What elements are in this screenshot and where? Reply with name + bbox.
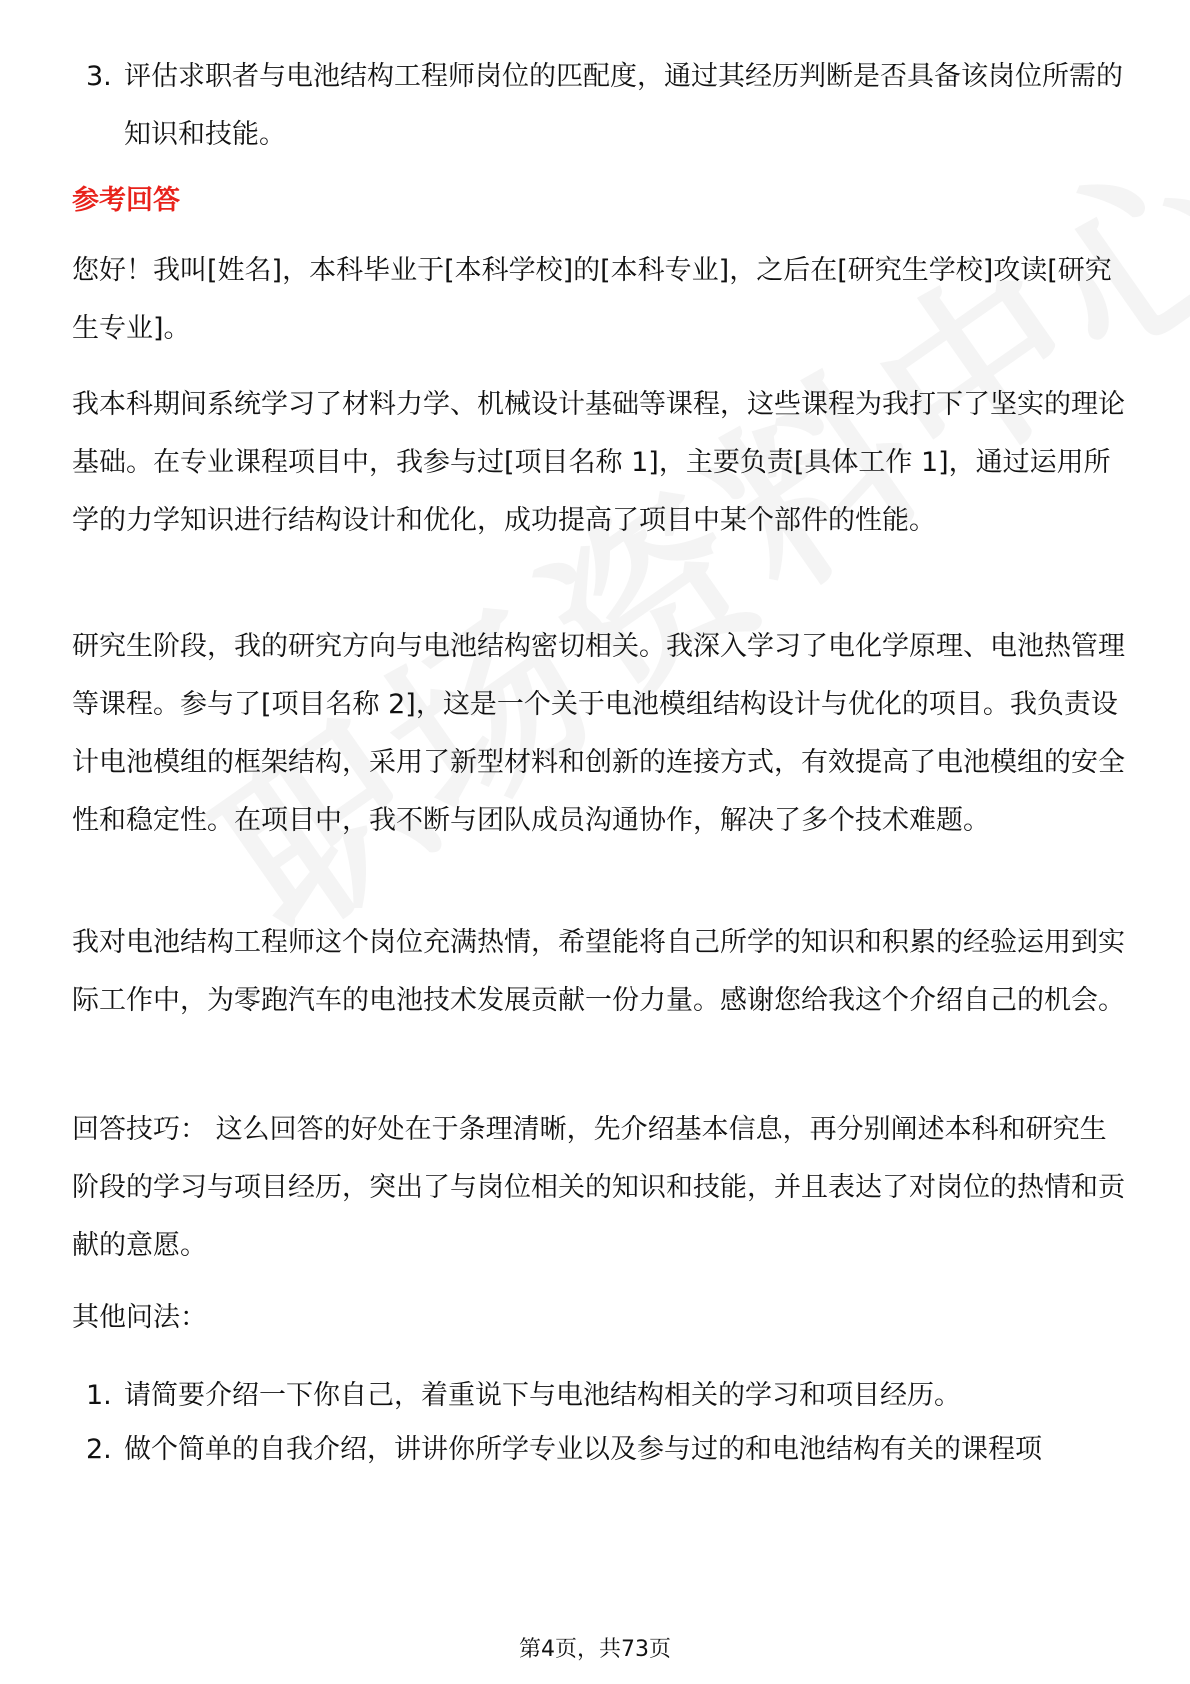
list-item-number: 3. (86, 61, 112, 92)
paragraph-graduate: 研究生阶段，我的研究方向与电池结构密切相关。我深入学习了电化学原理、电池热管理等课程。参与了[项目名称 2]，这是一个关于电池模组结构设计与优化的项目。我负责设计电池模组的框架结构，采用了新型材料和创新的连接方式，有效提高了电池模组的安全性和稳定性。在项目中，我不断与团队成员沟通协作，解决了多个技术难题。 (72, 631, 1125, 836)
list-item-text: 请简要介绍一下你自己，着重说下与电池结构相关的学习和项目经历。 (124, 1380, 961, 1411)
paragraph-intro: 您好！我叫[姓名]，本科毕业于[本科学校]的[本科专业]，之后在[研究生学校]攻读[研究生专业]。 (72, 255, 1112, 344)
list-item-text: 评估求职者与电池结构工程师岗位的匹配度，通过其经历判断是否具备该岗位所需的知识和技能。 (124, 61, 1123, 150)
answer-heading: 参考回答 (72, 185, 180, 216)
list-item-number: 2. (86, 1434, 112, 1465)
paragraph-motivation: 我对电池结构工程师这个岗位充满热情，希望能将自己所学的知识和积累的经验运用到实际工作中，为零跑汽车的电池技术发展贡献一份力量。感谢您给我这个介绍自己的机会。 (72, 927, 1125, 1016)
page-footer: 第4页，共73页 (519, 1637, 671, 1662)
other-questions-label: 其他问法： (72, 1302, 207, 1333)
list-item-number: 1. (86, 1380, 112, 1411)
list-item-text: 做个简单的自我介绍，讲讲你所学专业以及参与过的和电池结构有关的课程项 (124, 1434, 1042, 1465)
paragraph-tips: 回答技巧： 这么回答的好处在于条理清晰，先介绍基本信息，再分别阐述本科和研究生阶段的学习与项目经历，突出了与岗位相关的知识和技能，并且表达了对岗位的热情和贡献的意愿。 (72, 1114, 1125, 1261)
paragraph-undergrad: 我本科期间系统学习了材料力学、机械设计基础等课程，这些课程为我打下了坚实的理论基础。在专业课程项目中，我参与过[项目名称 1]，主要负责[具体工作 1]，通过运用所学的力学知识进行结构设计和优化，成功提高了项目中某个部件的性能。 (72, 389, 1125, 536)
